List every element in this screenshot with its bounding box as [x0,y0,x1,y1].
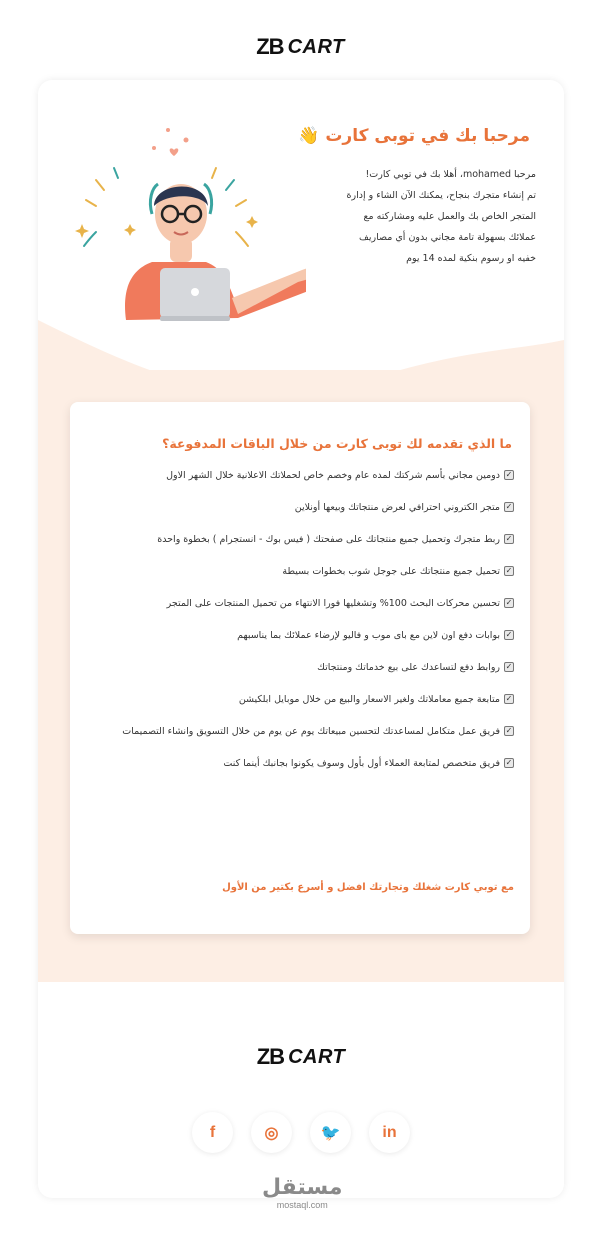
list-item: ✓ روابط دفع لتساعدك على بيع خدماتك ومنتجاتك [317,662,513,673]
list-item: ✓ دومين مجاني بأسم شركتك لمده عام وخصم خاص لحملاتك الاعلانية خلال الشهر الاول [166,470,513,481]
features-list [94,464,514,784]
instagram-icon[interactable]: ◎ [251,1112,292,1153]
checkbox-icon: ✓ [505,662,513,671]
list-item: ✓ بوابات دفع اون لاين مع باى موب و فاليو لإرضاء عملائك بما يناسبهم [237,630,513,641]
list-item: ✓ تحسين محركات البحث 100% وتشغليها فورا الانتهاء من تحميل المنتجات على المتجر [166,598,513,609]
list-item: ✓ ربط متجرك وتحميل جميع منتجاتك على صفحتك ( فيس بوك - انستجرام ) بخطوة واحدة [157,534,513,545]
checkbox-icon: ✓ [505,502,513,511]
logo-text: CART [288,1045,346,1068]
watermark-main: مستقل [262,1175,343,1200]
hero-line: المتجر الخاص بك والعمل عليه ومشاركته مع [363,211,536,222]
footer-logo[interactable] [38,1042,564,1072]
checkbox-icon: ✓ [505,726,513,735]
checkbox-icon: ✓ [505,598,513,607]
hero-line: عملائك بسهولة تامة مجاني بدون أي مصاريف [359,232,536,243]
logo-mark: ZB [256,1044,285,1069]
checkbox-icon: ✓ [505,566,513,575]
linkedin-icon[interactable]: in [369,1112,410,1153]
hero-line: خفيه او رسوم بنكية لمده 14 يوم [406,253,536,264]
list-item: ✓ فريق عمل متكامل لمساعدتك لتحسين مبيعاتك يوم عن يوم من خلال التسويق وانشاء التصميمات [122,726,513,737]
hero-line: تم إنشاء متجرك بنجاح، يمكنك الآن الشاء و إدارة [346,190,536,201]
header-logo[interactable] [0,32,601,62]
checkbox-icon: ✓ [505,694,513,703]
checkbox-icon: ✓ [505,534,513,543]
checkbox-icon: ✓ [505,470,513,479]
watermark [262,1176,342,1210]
checkbox-icon: ✓ [505,630,513,639]
hero-title: مرحبا بك في توبى كارت 👋 [298,126,530,146]
email-card [38,80,564,1198]
features-footer: مع توبي كارت شغلك وتجارتك افضل و أسرع بكتير من الأول [222,882,514,893]
facebook-icon[interactable]: f [192,1112,233,1153]
list-item: ✓ فريق متخصص لمتابعة العملاء أول بأول وسوف يكونوا بجانبك أينما كنت [223,758,513,769]
hero-text [296,164,536,269]
twitter-icon[interactable]: 🐦 [310,1112,351,1153]
social-links [38,1112,564,1153]
welcome-illustration [56,120,306,325]
features-box [70,402,530,934]
list-item: ✓ متابعة جميع معاملاتك ولغير الاسعار والبيع من خلال موبايل ابلكيشن [238,694,513,705]
hero-line: مرحبا mohamed، أهلا بك في توبي كارت! [365,169,536,180]
watermark-sub: mostaql.com [276,1200,328,1210]
features-title: ما الذي تقدمه لك توبى كارت من خلال الباقات المدفوعة؟ [162,436,512,451]
checkbox-icon: ✓ [505,758,513,767]
list-item: ✓ متجر الكتروني احترافي لعرض منتجاتك وبيعها أونلاين [294,502,513,513]
list-item: ✓ تحميل جميع منتجاتك على جوجل شوب بخطوات بسيطة [282,566,513,577]
logo-text: CART [287,35,345,58]
logo-mark: ZB [256,34,284,59]
